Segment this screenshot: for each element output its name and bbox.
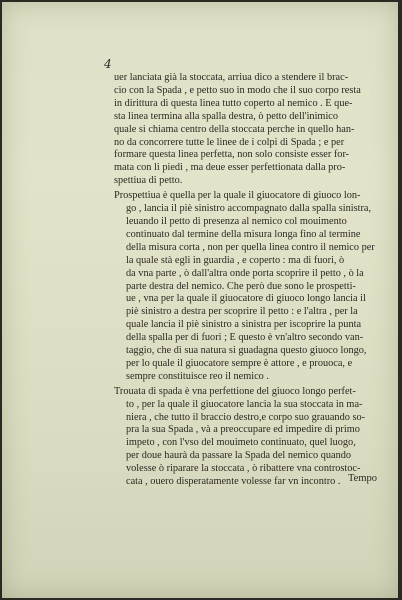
text-line: quale si chiama centro della stoccata perche in quello han- — [114, 123, 355, 135]
text-line: pra la sua Spada , và a preoccupare ed impedire di primo — [126, 424, 360, 436]
text-line: to , per la quale il giuocatore lancia la sua stoccata in ma- — [126, 398, 363, 410]
paragraph-1 — [114, 72, 392, 188]
text-line: niera , che tutto il braccio destro,e corpo suo grauando so- — [126, 411, 366, 423]
text-line: ue , vna per la quale il giuocatore di giuoco longo lancia il — [126, 293, 366, 305]
text-line: sempre constituisce reo il nemico . — [126, 370, 269, 382]
catchword: Tempo — [348, 473, 378, 484]
text-line: piè sinistro a destra per scoprire il petto : e l'altra , per la — [126, 306, 358, 318]
body-text — [114, 72, 392, 491]
text-line: go , lancia il piè sinistro accompagnato dalla spalla sinistra, — [126, 203, 372, 215]
text-line: formare questa linea perfetta, non solo consiste esser for- — [114, 149, 350, 161]
text-line: Prospettiua è quella per la quale il giuocatore di giuoco lon- — [114, 190, 361, 202]
text-line: per doue haurà da passare la Spada del nemico quando — [126, 450, 352, 462]
text-line: mata con li piedi , ma deue esser perfettionata dalla pro- — [114, 162, 346, 174]
text-line: parte destra del nemico. Che però due sono le prospetti- — [126, 280, 356, 292]
text-line: cata , ouero disperatamente volesse far vn incontro . — [126, 476, 341, 488]
paragraph-2 — [114, 190, 392, 384]
text-line: uer lanciata già la stoccata, arriua dico a stendere il brac- — [114, 72, 349, 83]
text-line: spettiua di petto. — [114, 175, 183, 187]
text-line: impeto , con l'vso del mouimeto continuato, quel luogo, — [126, 437, 356, 449]
text-line: continuato dal termine della misura longa fino al termine — [126, 228, 361, 240]
text-line: no da concorrere tutte le linee de i colpi di Spada ; e per — [114, 136, 345, 148]
text-line: cio con la Spada , e petto suo in modo che il suo corpo resta — [114, 84, 361, 96]
text-line: leuando il petto di presenza al nemico col mouimento — [126, 215, 347, 227]
text-line: per lo quale il giuocatore sempre è attore , e prouoca, e — [126, 357, 353, 369]
text-line: della misura corta , non per quella linea contro il nemico per — [126, 241, 375, 253]
text-line: Trouata di spada è vna perfettione del giuoco longo perfet- — [114, 385, 356, 397]
text-line: la quale stà egli in guardia , e coperto : ma di fuori, ò — [126, 254, 345, 266]
text-line: volesse ò riparare la stoccata , ò ribattere vna controstoc- — [126, 463, 361, 475]
text-line: quale lancia il piè sinistro a sinistra per iscoprire la punta — [126, 319, 362, 331]
text-line: sta linea termina alla spalla destra, ò petto dell'inimico — [114, 110, 339, 122]
text-line: da vna parte , ò dall'altra onde porta scoprire il petto , ò la — [126, 267, 364, 279]
text-line: in dirittura di questa linea tutto coperto al nemico . E que- — [114, 97, 353, 109]
page-number: 4 — [104, 57, 112, 71]
text-line: taggio, che di sua natura si guadagna questo giuoco longo, — [126, 345, 367, 357]
book-page — [2, 2, 398, 598]
text-line: della spalla per di fuori ; E questo è vn'altro secondo van- — [126, 332, 364, 344]
